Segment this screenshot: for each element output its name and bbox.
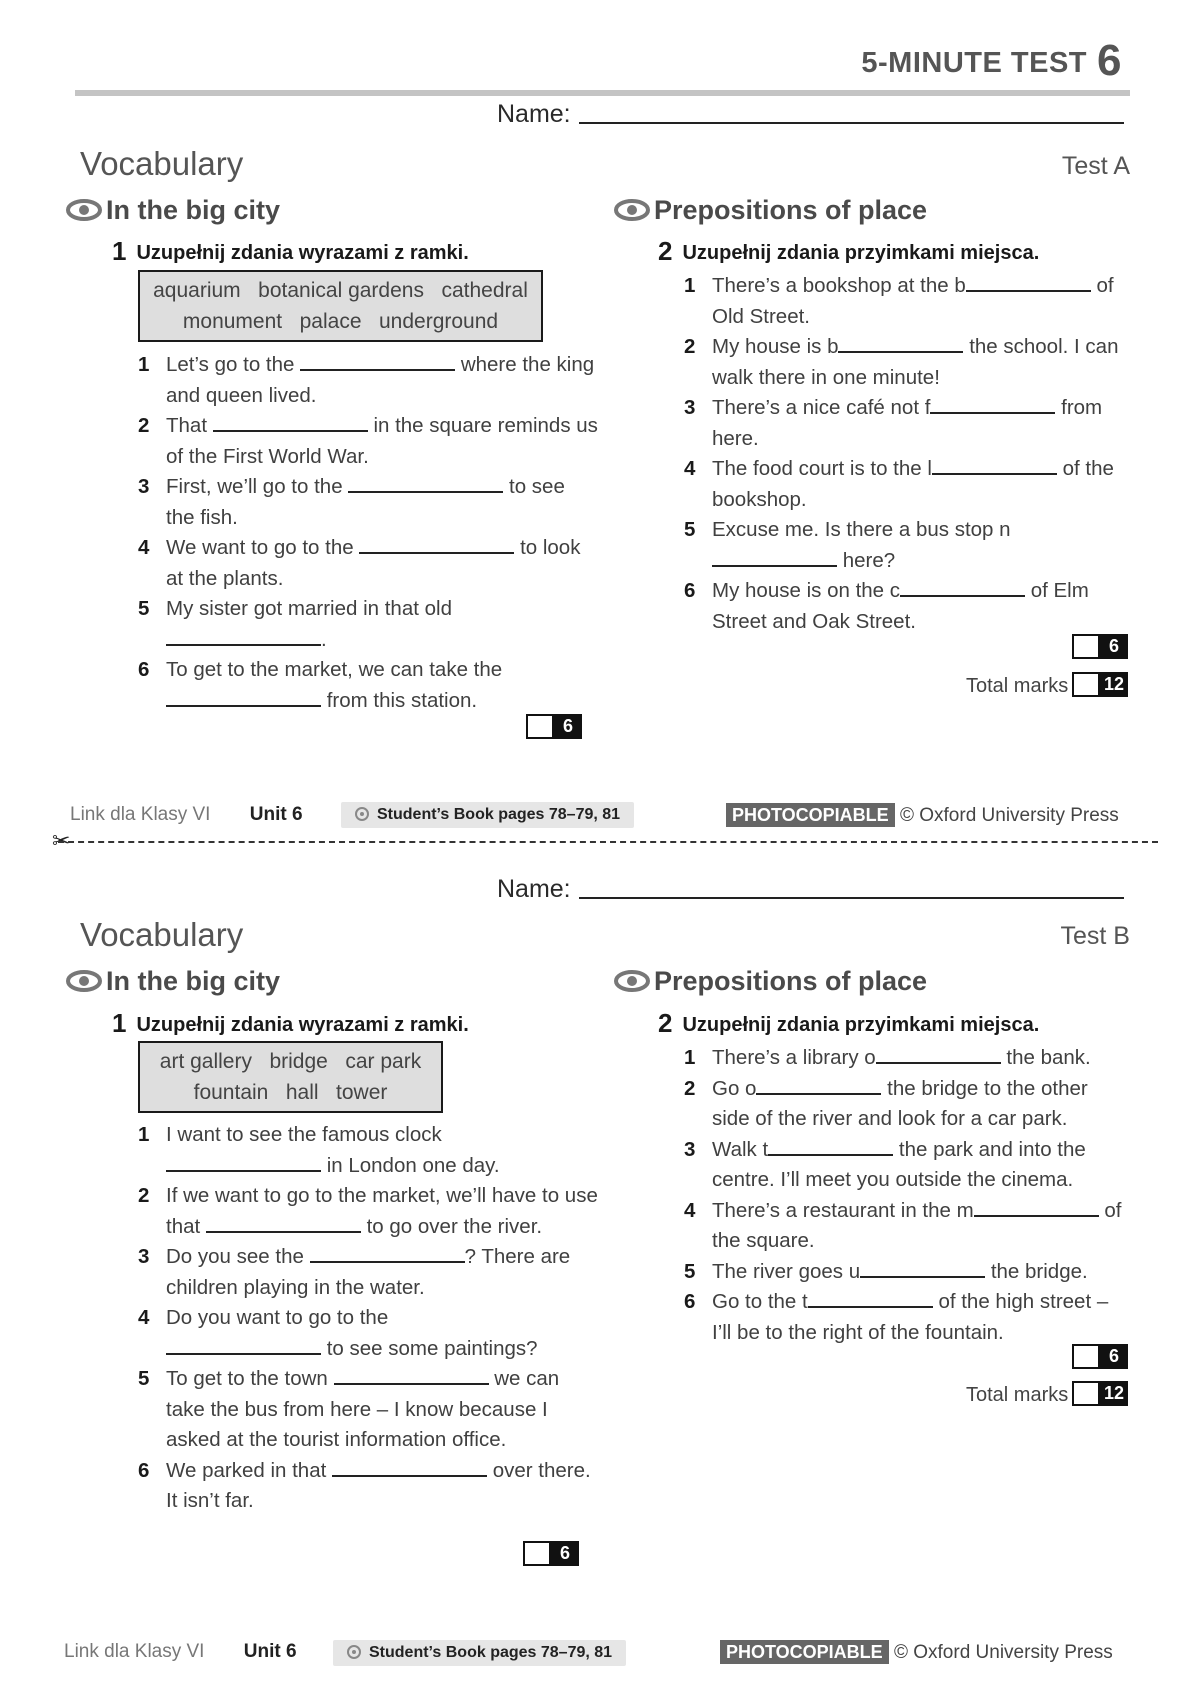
scissors-icon: ✂ [52,828,71,853]
total-max: 12 [1100,1381,1128,1406]
book-title: Link dla Klasy VI [70,804,211,825]
word-box-a [138,270,543,342]
exercise-item [138,1456,598,1517]
item-number: 2 [684,1076,696,1100]
eye-icon [66,969,102,993]
exercise-item [138,594,598,655]
item-text: in London one day. [326,1153,500,1177]
score-box-b2 [1072,1344,1128,1369]
answer-blank[interactable] [974,1197,1099,1217]
answer-blank[interactable] [838,333,963,353]
exercise-item [684,1287,1124,1348]
item-text: over there. It isn’t far. [166,1458,591,1512]
total-entry[interactable] [1072,672,1100,697]
exercise-item [684,393,1124,454]
answer-blank[interactable] [348,473,503,493]
word-box-line: art gallery bridge car park [159,1050,422,1073]
photocopiable-badge: PHOTOCOPIABLE [726,803,895,827]
item-text: That [166,414,208,437]
item-number: 1 [138,1123,150,1146]
topic-heading-a1 [66,195,280,226]
answer-blank[interactable] [860,1258,985,1278]
max-score: 6 [551,1541,579,1566]
exercise-item [684,271,1124,332]
item-number: 3 [138,1245,150,1268]
answer-blank[interactable] [300,351,455,371]
task-instruction-b1 [112,1008,469,1039]
press-text: © Oxford University Press [893,1642,1113,1663]
word-box-line: aquarium botanical gardens cathedral [153,279,528,302]
item-number: 2 [138,414,150,437]
item-number: 1 [138,353,150,376]
answer-blank[interactable] [166,1152,321,1172]
score-entry[interactable] [526,714,554,739]
exercise-item [138,533,598,594]
topic-text: In the big city [106,966,281,996]
task-number: 2 [658,236,673,266]
total-entry[interactable] [1072,1381,1100,1406]
item-text: from here. [712,396,1103,450]
exercise-item [684,515,1124,576]
answer-blank[interactable] [876,1044,1001,1064]
item-text: To get to the town [166,1367,328,1390]
test-title-text: 5-MINUTE TEST [861,47,1088,79]
name-field-a[interactable] [497,100,1124,129]
item-text: There’s a nice café not f [712,396,931,419]
item-text: of the bookshop. [712,457,1114,511]
answer-blank[interactable] [932,455,1057,475]
exercise-item [138,1242,598,1303]
exercise-item [138,472,598,533]
test-title [861,36,1122,86]
item-text: in the square reminds us of the First World War. [166,414,598,468]
word-box-b [138,1041,443,1113]
score-entry[interactable] [523,1541,551,1566]
item-number: 2 [138,1184,150,1207]
total-marks-label-b: Total marks [966,1384,1069,1406]
exercise-item [138,1120,598,1181]
pages-icon [347,1645,361,1659]
item-text: If we want to go to the market, we’ll have to use that [166,1184,598,1238]
exercise-item [684,576,1124,637]
exercise-item [684,1135,1124,1196]
item-text: the bank. [1006,1046,1091,1069]
item-text: The food court is to the l [712,457,932,480]
item-number: 1 [684,1046,696,1069]
item-number: 5 [684,1259,696,1283]
pages-pill-a [341,802,634,828]
item-list-b1 [138,1120,598,1517]
answer-blank[interactable] [166,626,321,646]
instruction-text: Uzupełnij zdania wyrazami z ramki. [136,1014,469,1036]
answer-blank[interactable] [900,577,1025,597]
answer-blank[interactable] [966,272,1091,292]
header-rule [75,90,1130,96]
eye-icon [614,969,650,993]
item-number: 4 [138,536,150,559]
item-text: of the high street – I’ll be to the right of the fountain. [712,1290,1109,1344]
item-list-a2 [684,271,1124,637]
item-text: where the king and queen lived. [166,353,595,407]
item-text: the bridge. [990,1259,1088,1283]
exercise-item [138,1364,598,1456]
max-score: 6 [554,714,582,739]
exercise-item [138,350,598,411]
exercise-item [684,1196,1124,1257]
eye-icon [614,198,650,222]
exercise-item [684,1257,1124,1288]
item-number: 6 [138,658,150,681]
exercise-item [684,332,1124,393]
task-number: 1 [112,1008,127,1038]
word-box-line: fountain hall tower [193,1081,388,1104]
test-number: 6 [1097,36,1122,85]
answer-blank[interactable] [332,1457,487,1477]
unit-label: Unit 6 [243,1641,297,1662]
item-text: . [321,627,327,651]
total-marks-label-a: Total marks [966,675,1069,697]
answer-blank[interactable] [310,1243,465,1263]
item-text: to see the fish. [166,475,565,529]
instruction-text: Uzupełnij zdania wyrazami z ramki. [136,242,469,264]
answer-blank[interactable] [359,534,514,554]
item-number: 4 [684,1198,696,1222]
copyright-a [726,805,1119,827]
item-text: My house is b [712,335,839,358]
max-score: 6 [1100,1344,1128,1369]
topic-heading-b1 [66,966,280,997]
item-number: 3 [684,396,696,419]
item-number: 3 [684,1137,696,1161]
copyright-b [720,1642,1113,1664]
name-underline [579,875,1124,899]
exercise-item [138,411,598,472]
item-text: from this station. [326,688,478,712]
press-text: © Oxford University Press [899,805,1119,826]
section-title-b: Vocabulary [80,916,244,953]
topic-heading-b2 [614,966,927,997]
item-number: 5 [138,597,150,620]
item-text: To get to the market, we can take the [166,658,503,681]
item-text: I want to see the famous clock [166,1123,442,1146]
score-box-a1 [526,714,582,739]
footer-b [64,1641,297,1663]
item-number: 2 [684,335,696,358]
pages-text: Student’s Book pages 78–79, 81 [369,1644,613,1661]
test-label-a: Test A [1061,152,1130,180]
pages-text: Student’s Book pages 78–79, 81 [377,806,621,823]
answer-blank[interactable] [756,1075,881,1095]
exercise-item [138,1181,598,1242]
item-text: Walk t [712,1137,769,1161]
topic-text: Prepositions of place [654,195,928,225]
item-text: to look at the plants. [166,536,581,590]
name-field-b[interactable] [497,875,1124,904]
cut-line [58,841,1158,843]
answer-blank[interactable] [768,1136,893,1156]
task-instruction-a1 [112,236,469,267]
item-text: There’s a bookshop at the b [712,274,966,297]
name-label: Name: [497,875,571,903]
item-text: There’s a library o [712,1046,876,1069]
word-box-line: monument palace underground [182,310,499,333]
item-number: 5 [684,518,696,541]
item-number: 6 [684,579,696,602]
item-text: to see some paintings? [326,1336,538,1360]
unit-label: Unit 6 [249,804,303,825]
answer-blank[interactable] [206,1213,361,1233]
exercise-item [684,1043,1124,1074]
item-text: Do you want to go to the [166,1306,389,1329]
total-box-b [1072,1381,1128,1406]
item-text: the school. I can walk there in one minute! [712,335,1119,389]
item-number: 6 [684,1290,696,1313]
answer-blank[interactable] [808,1288,933,1308]
topic-heading-a2 [614,195,927,226]
item-text: the bridge to the other side of the river and look for a car park. [712,1076,1088,1130]
test-label-b: Test B [1060,922,1130,950]
item-text: Go o [712,1076,757,1100]
footer-a [70,804,303,826]
exercise-item [684,454,1124,515]
item-text: of Elm Street and Oak Street. [712,579,1089,633]
item-text: Let’s go to the [166,353,295,376]
max-score: 6 [1100,634,1128,659]
photocopiable-badge: PHOTOCOPIABLE [720,1640,889,1664]
total-max: 12 [1100,672,1128,697]
topic-text: In the big city [106,195,281,225]
exercise-item [138,655,598,716]
item-text: The river goes u [712,1259,861,1283]
answer-blank[interactable] [166,687,321,707]
item-text: We parked in that [166,1458,327,1482]
item-text: Do you see the [166,1245,304,1268]
answer-blank[interactable] [712,547,837,567]
topic-text: Prepositions of place [654,966,928,996]
item-text: ? There are children playing in the water. [166,1245,571,1299]
answer-blank[interactable] [334,1365,489,1385]
book-title: Link dla Klasy VI [64,1641,205,1662]
eye-icon [66,198,102,222]
item-text: Go to the t [712,1290,808,1313]
task-number: 2 [658,1008,673,1038]
task-number: 1 [112,236,127,266]
section-title-a: Vocabulary [80,145,244,182]
item-number: 5 [138,1367,150,1390]
item-text: First, we’ll go to the [166,475,343,498]
item-text: of the square. [712,1198,1122,1252]
item-number: 4 [684,457,696,480]
exercise-item [684,1074,1124,1135]
item-number: 6 [138,1458,150,1482]
item-number: 4 [138,1306,150,1329]
pages-pill-b [333,1640,626,1666]
item-text: to go over the river. [366,1214,543,1238]
item-text: There’s a restaurant in the m [712,1198,974,1222]
item-text: here? [842,548,896,572]
name-underline [579,100,1124,124]
task-instruction-b2 [658,1008,1039,1039]
item-number: 3 [138,475,150,498]
answer-blank[interactable] [166,1335,321,1355]
score-entry[interactable] [1072,1344,1100,1369]
item-number: 1 [684,274,696,297]
item-text: the park and into the centre. I’ll meet you outside the cinema. [712,1137,1086,1191]
pages-icon [355,807,369,821]
item-text: My house is on the c [712,579,901,602]
score-entry[interactable] [1072,634,1100,659]
instruction-text: Uzupełnij zdania przyimkami miejsca. [682,242,1040,264]
total-box-a [1072,672,1128,697]
instruction-text: Uzupełnij zdania przyimkami miejsca. [682,1014,1040,1036]
score-box-b1 [523,1541,579,1566]
score-box-a2 [1072,634,1128,659]
item-list-a1 [138,350,598,716]
item-text: we can take the bus from here – I know because I asked at the tourist information office. [166,1367,560,1451]
answer-blank[interactable] [213,412,368,432]
task-instruction-a2 [658,236,1039,267]
item-text: My sister got married in that old [166,597,452,620]
item-text: of Old Street. [712,274,1114,328]
name-label: Name: [497,100,571,128]
answer-blank[interactable] [930,394,1055,414]
exercise-item [138,1303,598,1364]
item-text: We want to go to the [166,536,354,559]
item-list-b2 [684,1043,1124,1348]
item-text: Excuse me. Is there a bus stop n [712,518,1011,541]
